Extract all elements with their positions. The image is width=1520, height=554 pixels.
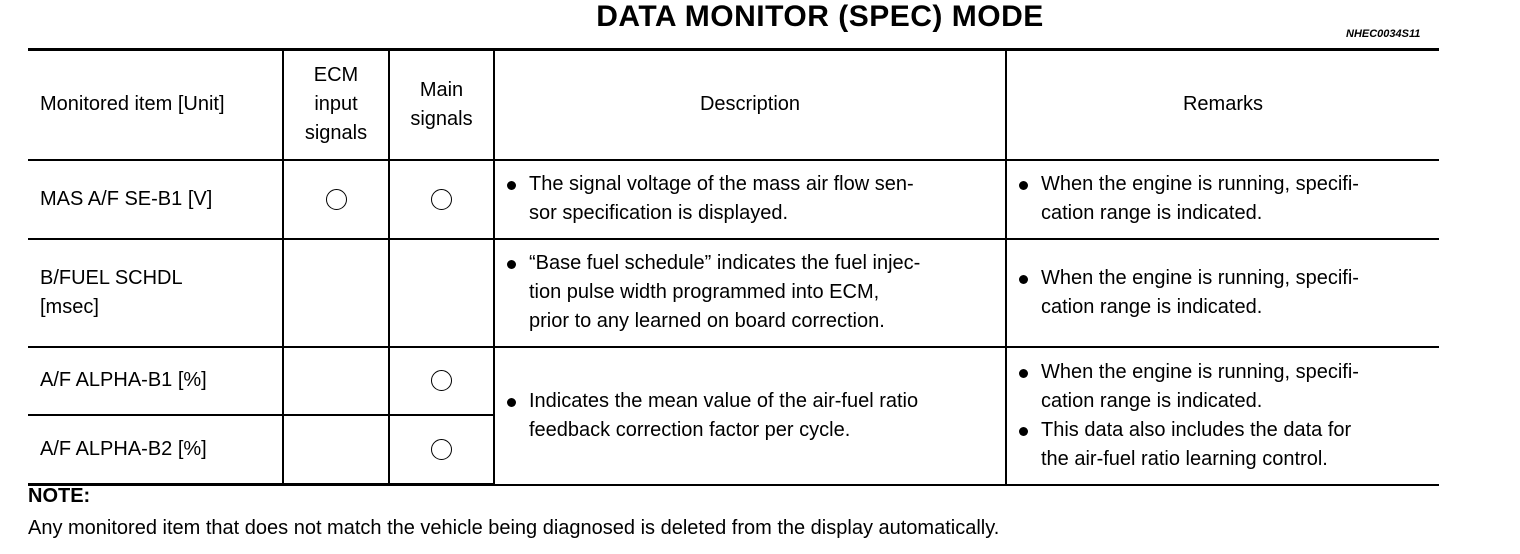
description-cell (494, 347, 1006, 485)
remark-line: This data also includes the data for (1041, 418, 1352, 441)
main-signal-cell (389, 347, 494, 415)
monitored-item-cell (28, 160, 283, 239)
header-monitored-item-label: Monitored item [Unit] (40, 93, 225, 116)
header-main-line: Main (419, 78, 464, 101)
monitored-item-label: MAS A/F SE-B1 [V] (40, 187, 213, 210)
ecm-input-cell (283, 239, 389, 347)
page-title: DATA MONITOR (SPEC) MODE (596, 0, 1044, 33)
description-line: “Base fuel schedule” indicates the fuel injec- (529, 252, 921, 274)
note-text: Any monitored item that does not match the vehicle being diagnosed is deleted from the display automatically. (28, 517, 1000, 539)
description-bullet (507, 170, 993, 228)
circle-icon (326, 189, 347, 210)
document-id: NHEC0034S11 (1346, 28, 1421, 40)
monitored-item-label: A/F ALPHA-B1 [%] (40, 369, 207, 391)
description-bullet (507, 387, 993, 445)
description-line: prior to any learned on board correction. (529, 310, 885, 332)
remark-bullet (1019, 264, 1427, 322)
monitored-item-unit: [msec] (40, 295, 99, 318)
monitored-item-label: B/FUEL SCHDL (40, 266, 183, 289)
remark-bullet (1019, 416, 1427, 474)
remark-bullet (1019, 170, 1427, 228)
remarks-cell (1006, 160, 1439, 239)
remark-line: cation range is indicated. (1041, 389, 1263, 412)
main-signal-cell (389, 415, 494, 485)
header-ecm-line: input (314, 93, 358, 116)
remarks-cell (1006, 239, 1439, 347)
circle-icon (431, 189, 452, 210)
table-row (28, 160, 1439, 239)
header-remarks (1006, 50, 1439, 160)
description-bullet (507, 249, 993, 336)
description-cell (494, 160, 1006, 239)
description-line: feedback correction factor per cycle. (529, 418, 851, 441)
remark-line: cation range is indicated. (1041, 202, 1263, 224)
table-header-row (28, 50, 1439, 160)
ecm-input-cell (283, 160, 389, 239)
header-main-signals (389, 50, 494, 160)
note-label: NOTE: (28, 485, 91, 507)
description-line: Indicates the mean value of the air-fuel ratio (529, 389, 919, 412)
main-signal-cell (389, 239, 494, 347)
table-row (28, 239, 1439, 347)
remark-line: cation range is indicated. (1041, 295, 1263, 318)
ecm-input-cell (283, 415, 389, 485)
header-monitored-item (28, 50, 283, 160)
remarks-cell (1006, 347, 1439, 485)
remark-line: When the engine is running, specifi- (1041, 173, 1359, 195)
header-main-line: signals (410, 107, 473, 130)
header-ecm-line: ECM (313, 64, 359, 87)
description-line: tion pulse width programmed into ECM, (529, 281, 880, 303)
table-row (28, 347, 1439, 415)
description-line: The signal voltage of the mass air flow sen- (529, 173, 914, 195)
monitored-item-cell (28, 239, 283, 347)
ecm-input-cell (283, 347, 389, 415)
header-remarks-label: Remarks (1182, 93, 1263, 116)
header-ecm-input-signals (283, 50, 389, 160)
remark-bullet (1019, 358, 1427, 416)
header-description-label: Description (699, 93, 801, 116)
description-cell (494, 239, 1006, 347)
monitored-item-label: A/F ALPHA-B2 [%] (40, 437, 207, 460)
monitored-item-cell (28, 415, 283, 485)
monitored-item-cell (28, 347, 283, 415)
remark-line: When the engine is running, specifi- (1041, 266, 1359, 289)
header-description (494, 50, 1006, 160)
description-line: sor specification is displayed. (529, 202, 789, 224)
circle-icon (431, 439, 452, 460)
remark-line: When the engine is running, specifi- (1041, 360, 1359, 383)
main-signal-cell (389, 160, 494, 239)
circle-icon (431, 370, 452, 391)
header-ecm-line: signals (304, 122, 368, 145)
data-monitor-table (28, 48, 1439, 486)
remark-line: the air-fuel ratio learning control. (1041, 447, 1328, 470)
